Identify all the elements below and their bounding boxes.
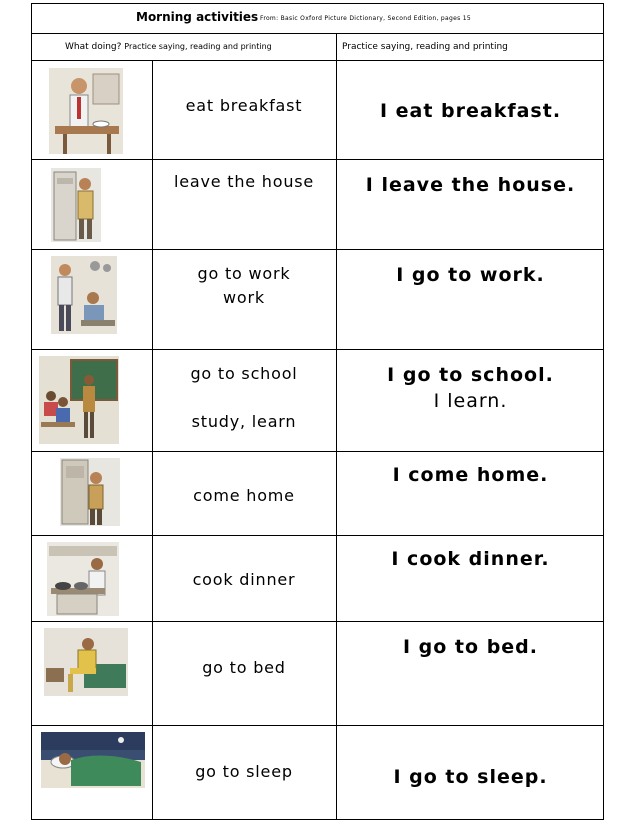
worksheet <box>31 3 604 820</box>
picture-man-cooking-dinner <box>47 542 119 616</box>
header-right: Practice saying, reading and printing <box>342 42 508 52</box>
activity-phrase: go to sleep <box>195 762 293 781</box>
header-left-small: Practice saying, reading and printing <box>124 42 272 51</box>
activity-row <box>32 452 603 536</box>
activity-phrase: cook dinner <box>192 570 296 589</box>
picture-people-at-work <box>51 256 117 334</box>
activity-phrase-second: work <box>223 288 265 307</box>
picture-man-eating-breakfast <box>49 68 123 154</box>
picture-man-going-to-bed <box>44 628 128 696</box>
header-row <box>32 33 603 61</box>
title-row <box>32 4 603 34</box>
activity-phrase: leave the house <box>173 172 315 191</box>
activity-sentence: I come home. <box>392 464 549 486</box>
activity-phrase: go to bed <box>202 658 286 677</box>
picture-teacher-in-classroom <box>39 356 119 444</box>
picture-man-leaving-house <box>51 168 101 242</box>
activity-row <box>32 160 603 250</box>
activity-sentence: I cook dinner. <box>391 548 550 570</box>
activity-row <box>32 60 603 160</box>
activity-phrase-second: study, learn <box>191 412 297 431</box>
activity-sentence: I leave the house. <box>365 174 576 196</box>
activity-phrase: eat breakfast <box>185 96 303 115</box>
activity-row <box>32 622 603 726</box>
header-left <box>65 42 272 52</box>
activity-sentence-second: I learn. <box>433 390 508 412</box>
activity-row <box>32 536 603 622</box>
source-note: From: Basic Oxford Picture Dictionary, Second Edition, pages 15 <box>260 15 471 22</box>
activity-row <box>32 726 603 821</box>
activity-phrase: go to work <box>197 264 291 283</box>
activity-phrase: go to school <box>190 364 298 383</box>
activity-phrase: come home <box>193 486 295 505</box>
activity-row <box>32 250 603 350</box>
activity-sentence: I go to sleep. <box>393 766 548 788</box>
activity-sentence: I go to bed. <box>402 636 538 658</box>
activity-row <box>32 350 603 452</box>
activity-sentence: I go to school. <box>387 364 554 386</box>
header-left-main: What doing? <box>65 42 122 52</box>
worksheet-title: Morning activities <box>136 10 259 24</box>
picture-man-sleeping <box>41 732 145 788</box>
picture-man-coming-home <box>60 458 120 526</box>
activity-sentence: I go to work. <box>396 264 545 286</box>
activity-sentence: I eat breakfast. <box>379 100 562 122</box>
